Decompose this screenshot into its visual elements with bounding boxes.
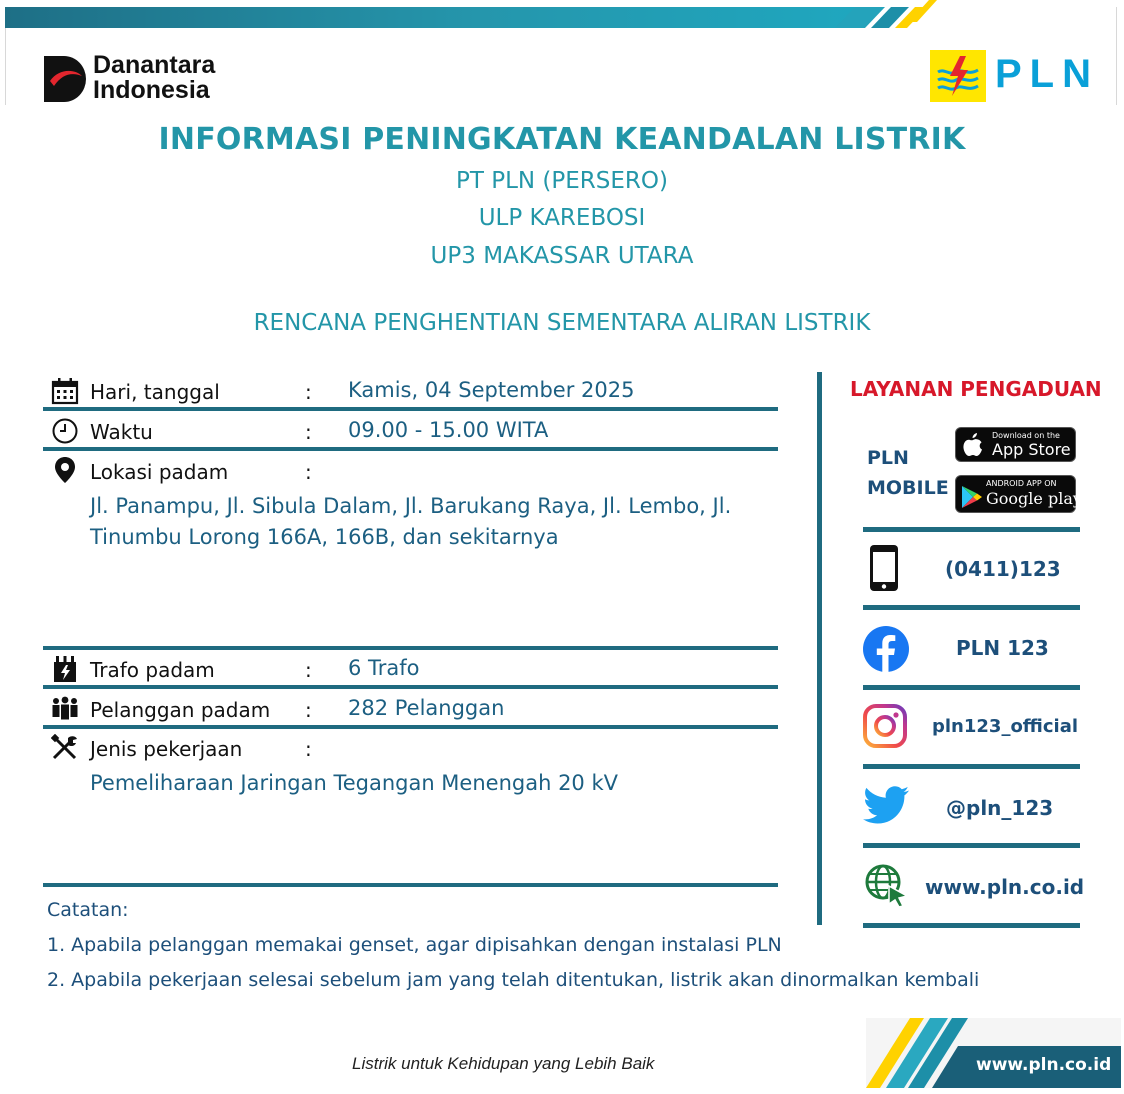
- map-pin-icon: [51, 456, 79, 484]
- google-play-icon: [961, 485, 983, 509]
- complaints-heading: LAYANAN PENGADUAN: [850, 377, 1102, 401]
- divider: [863, 685, 1080, 690]
- divider: [43, 646, 778, 650]
- header-band: [5, 7, 865, 28]
- divider: [43, 407, 778, 411]
- footer-tagline: Listrik untuk Kehidupan yang Lebih Baik: [352, 1054, 655, 1073]
- footer-url-banner[interactable]: [866, 1018, 1121, 1088]
- trafo-label: Trafo padam: [90, 658, 215, 682]
- danantara-emblem-icon: [44, 56, 86, 102]
- twitter-bird-icon: [863, 786, 909, 824]
- date-value: Kamis, 04 September 2025: [348, 378, 635, 402]
- phone-icon: [868, 544, 900, 592]
- phone-number[interactable]: (0411)123: [945, 557, 1061, 581]
- work-value: Pemeliharaan Jaringan Tegangan Menengah 20 kV: [90, 771, 618, 795]
- app-store-big-text: App Store: [992, 440, 1071, 459]
- website-url[interactable]: www.pln.co.id: [925, 875, 1085, 899]
- trafo-colon: :: [305, 658, 312, 682]
- pln-logo-text: PLN: [995, 52, 1099, 96]
- customers-value: 282 Pelanggan: [348, 696, 505, 720]
- pln-mobile-line1: PLN: [867, 447, 909, 469]
- up3-title: UP3 MAKASSAR UTARA: [430, 243, 694, 269]
- customers-colon: :: [305, 698, 312, 722]
- pln-emblem-icon: [930, 50, 986, 102]
- divider: [863, 843, 1080, 848]
- tools-icon: [51, 734, 79, 762]
- people-icon: [51, 695, 79, 723]
- google-play-big-text: Google play: [986, 489, 1082, 508]
- clock-icon: [51, 417, 79, 445]
- divider: [43, 447, 778, 451]
- divider: [43, 685, 778, 689]
- work-colon: :: [305, 737, 312, 761]
- trafo-value: 6 Trafo: [348, 656, 420, 680]
- facebook-handle[interactable]: PLN 123: [956, 636, 1049, 660]
- location-label: Lokasi padam: [90, 460, 229, 484]
- globe-icon: [865, 864, 909, 908]
- time-label: Waktu: [90, 420, 153, 444]
- calendar-icon: [51, 377, 79, 405]
- notes-heading: Catatan:: [47, 899, 129, 921]
- divider: [863, 527, 1080, 532]
- twitter-handle[interactable]: @pln_123: [946, 796, 1054, 820]
- date-colon: :: [305, 380, 312, 404]
- divider: [863, 923, 1080, 928]
- danantara-logo-line1: Danantara: [93, 51, 216, 79]
- time-colon: :: [305, 420, 312, 444]
- divider: [863, 605, 1080, 610]
- divider: [863, 764, 1080, 769]
- ulp-title: ULP KAREBOSI: [478, 205, 646, 231]
- footer-url: www.pln.co.id: [976, 1055, 1112, 1075]
- danantara-logo-line2: Indonesia: [93, 76, 210, 104]
- footer-stripes: [866, 1018, 1121, 1088]
- main-title: INFORMASI PENINGKATAN KEANDALAN LISTRIK: [158, 122, 966, 157]
- location-colon: :: [305, 460, 312, 484]
- location-line-2: Tinumbu Lorong 166A, 166B, dan sekitarnya: [90, 525, 559, 549]
- header-stripes: [835, 0, 945, 35]
- instagram-icon: [863, 704, 907, 748]
- facebook-icon: [863, 626, 909, 672]
- company-title: PT PLN (PERSERO): [456, 168, 668, 194]
- apple-icon: [963, 433, 983, 457]
- work-label: Jenis pekerjaan: [90, 737, 243, 761]
- app-store-badge[interactable]: [955, 427, 1076, 462]
- divider: [43, 883, 778, 887]
- customers-label: Pelanggan padam: [90, 698, 271, 722]
- divider: [43, 725, 778, 729]
- note-item-1: 1. Apabila pelanggan memakai genset, agar dipisahkan dengan instalasi PLN: [47, 934, 782, 956]
- date-label: Hari, tanggal: [90, 380, 220, 404]
- transformer-icon: [51, 655, 79, 683]
- note-item-2: 2. Apabila pekerjaan selesai sebelum jam yang telah ditentukan, listrik akan dinormalkan kembali: [47, 969, 980, 991]
- plan-title: RENCANA PENGHENTIAN SEMENTARA ALIRAN LISTRIK: [253, 310, 871, 336]
- app-store-small-text: Download on the: [992, 431, 1060, 440]
- column-divider: [817, 372, 822, 925]
- pln-mobile-label: [867, 443, 949, 503]
- time-value: 09.00 - 15.00 WITA: [348, 418, 549, 442]
- google-play-small-text: ANDROID APP ON: [986, 479, 1057, 488]
- instagram-handle[interactable]: pln123_official: [932, 716, 1079, 737]
- pln-mobile-line2: MOBILE: [867, 477, 949, 499]
- google-play-badge[interactable]: [955, 475, 1082, 513]
- location-line-1: Jl. Panampu, Jl. Sibula Dalam, Jl. Barukang Raya, Jl. Lembo, Jl.: [90, 494, 732, 518]
